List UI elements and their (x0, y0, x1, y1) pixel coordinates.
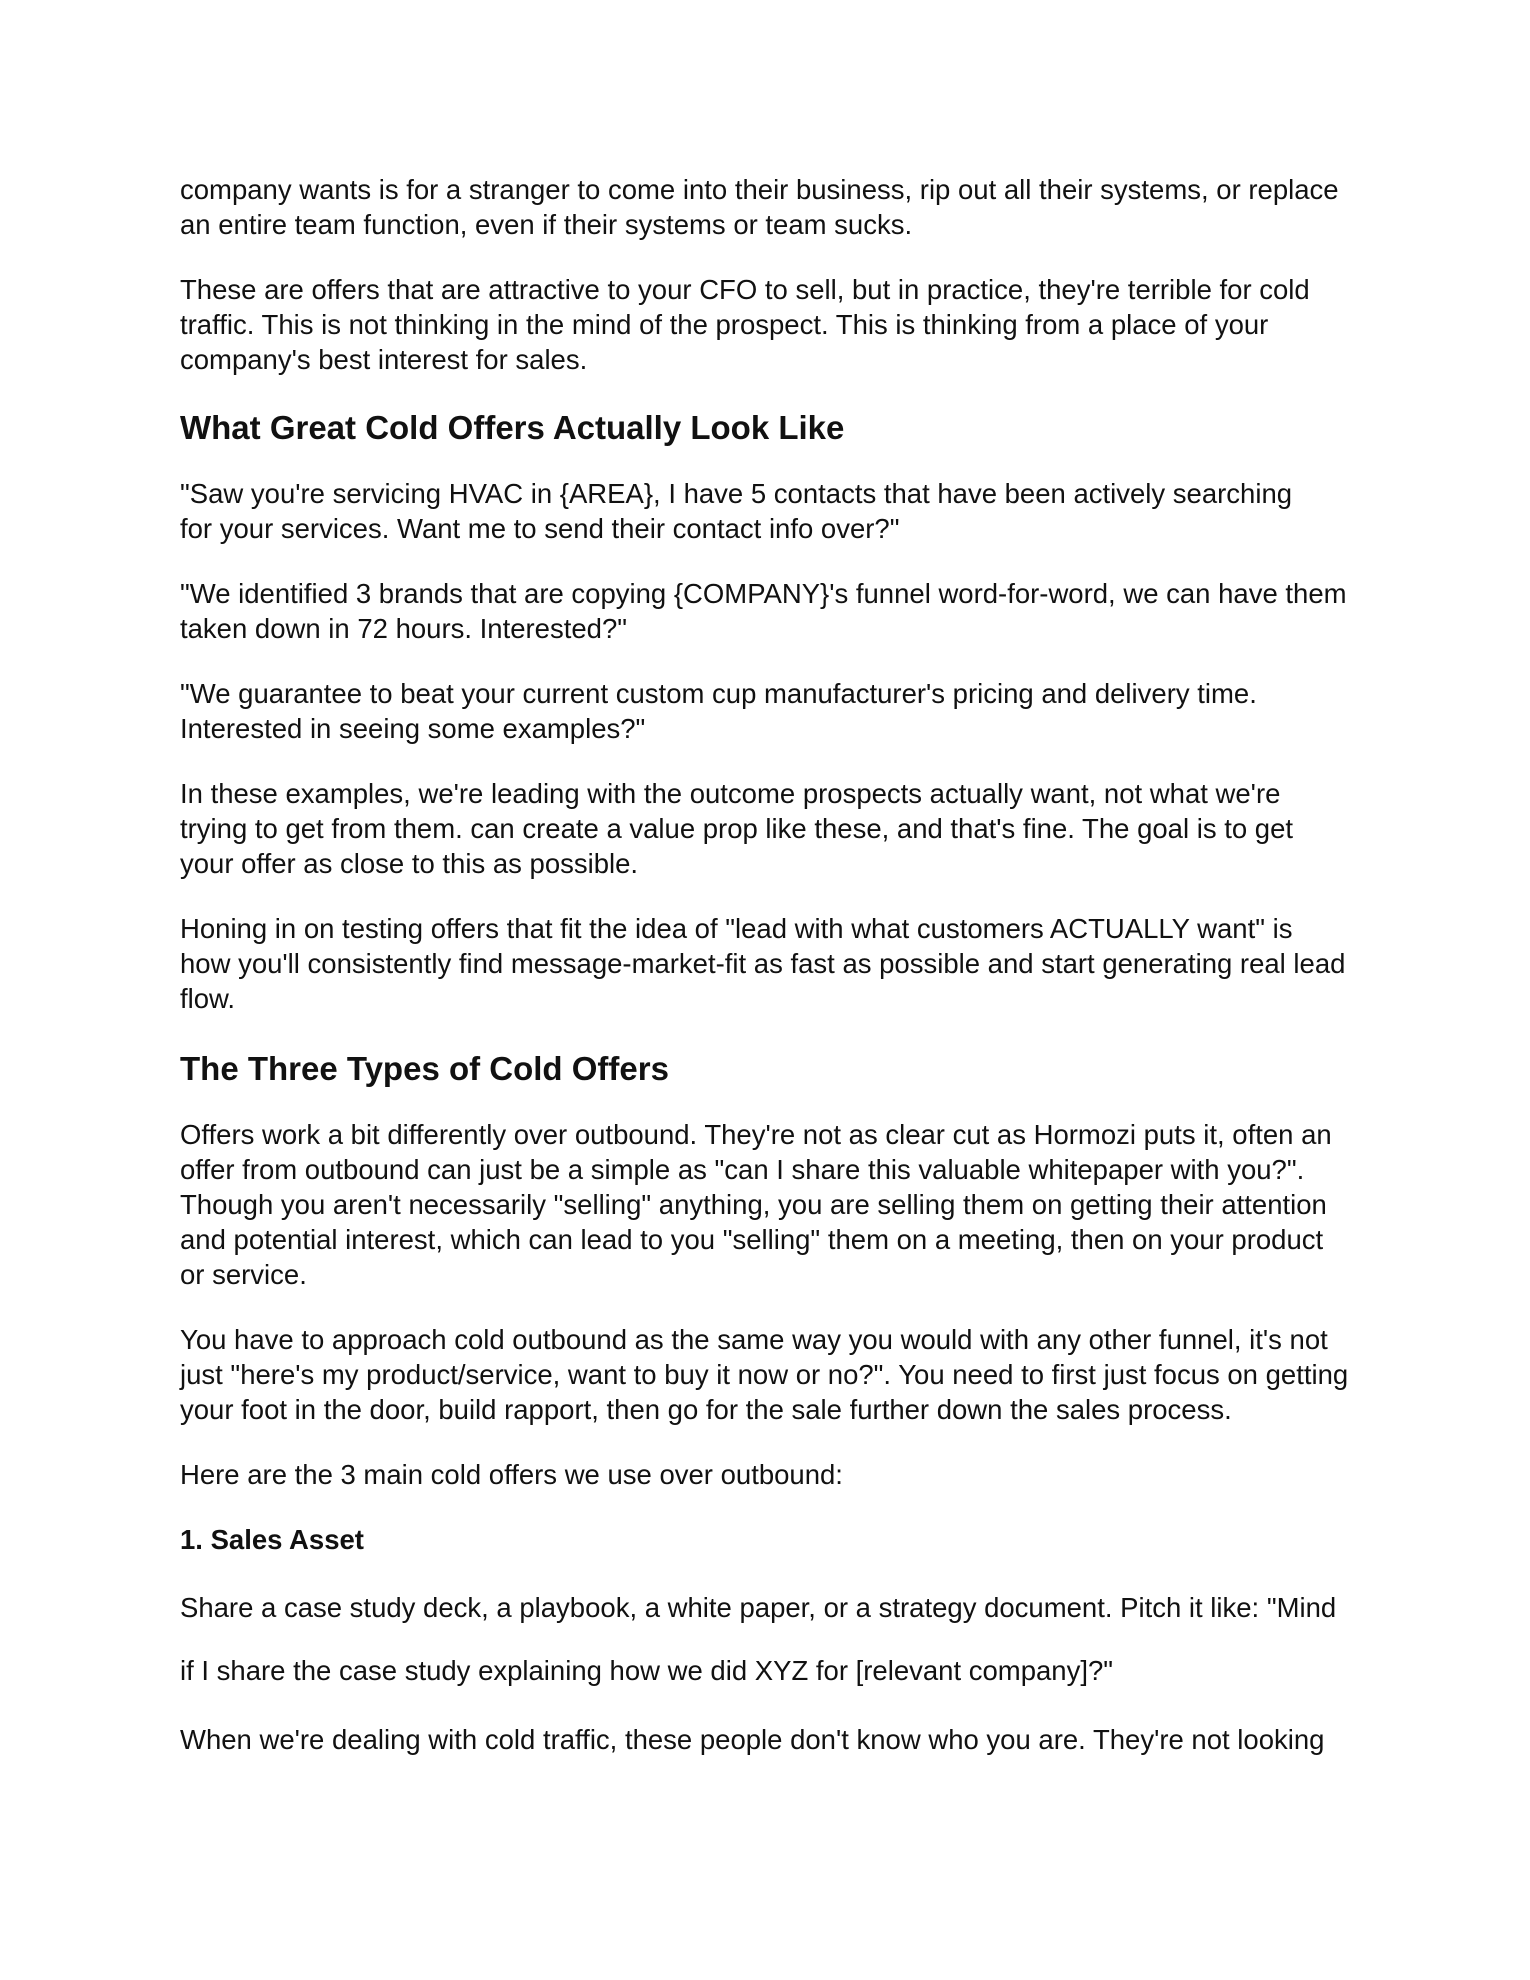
document-page (180, 172, 1350, 1757)
heading-great-cold-offers: What Great Cold Offers Actually Look Like (180, 409, 845, 446)
paragraph-cfo-offers: These are offers that are attractive to your CFO to sell, but in practice, they're terrible for cold traffic. This is not thinking in the mind of the prospect. This is thinking from a place of your company's best interest for sales. (180, 274, 1310, 375)
paragraph-examples-explanation: In these examples, we're leading with the outcome prospects actually want, not what we're trying to get from them. can create a value prop like these, and that's fine. The goal is to get your offer as close to this as possible. (180, 778, 1294, 879)
paragraph-example-hvac: "Saw you're servicing HVAC in {AREA}, I have 5 contacts that have been actively searching for your services. Want me to send their contact info over?" (180, 478, 1293, 544)
paragraph-example-brands: "We identified 3 brands that are copying {COMPANY}'s funnel word-for-word, we can have them taken down in 72 hours. Interested?" (180, 578, 1347, 644)
paragraph-example-cups: "We guarantee to beat your current custom cup manufacturer's pricing and delivery time. Interested in seeing some examples?" (180, 678, 1257, 744)
heading-three-types: The Three Types of Cold Offers (180, 1050, 669, 1087)
paragraph-sales-asset-pitch: Share a case study deck, a playbook, a white paper, or a strategy document. Pitch it like: "Mind (180, 1592, 1337, 1623)
paragraph-intro-continuation: company wants is for a stranger to come into their business, rip out all their systems, or replace an entire team function, even if their systems or team sucks. (180, 174, 1339, 240)
paragraph-approach-outbound: You have to approach cold outbound as the same way you would with any other funnel, it's not just "here's my product/service, want to buy it now or no?". You need to first just focus on getting your foot in the door, build rapport, then go for the sale further down the sales process. (180, 1324, 1349, 1425)
paragraph-sales-asset-pitch-continued: if I share the case study explaining how we did XYZ for [relevant company]?" (180, 1655, 1114, 1686)
paragraph-outbound-offers: Offers work a bit differently over outbound. They're not as clear cut as Hormozi puts it, often an offer from outbound can just be a simple as "can I share this valuable whitepaper with you?". Though you aren't necessarily "selling" anything, you are selling them on getting their attention and potential interest, which can lead to you "selling" them on a meeting, then on your product or service. (180, 1119, 1332, 1290)
paragraph-main-offers-intro: Here are the 3 main cold offers we use over outbound: (180, 1459, 843, 1490)
paragraph-cold-traffic: When we're dealing with cold traffic, these people don't know who you are. They're not looking (180, 1724, 1325, 1755)
paragraph-honing-in: Honing in on testing offers that fit the idea of "lead with what customers ACTUALLY want" is how you'll consistently find message-market-fit as fast as possible and start generating real lead flow. (180, 913, 1346, 1014)
heading-sales-asset: 1. Sales Asset (180, 1524, 364, 1555)
